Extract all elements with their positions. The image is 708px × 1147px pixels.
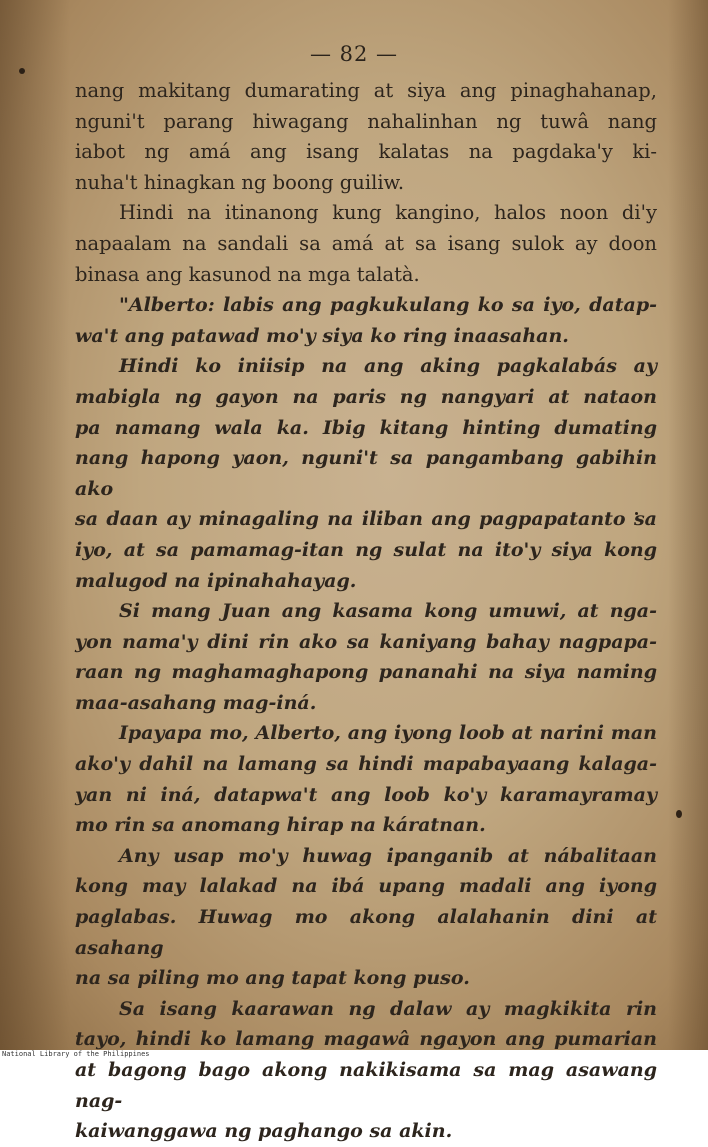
text-line: maa-asahang mag-iná.: [75, 691, 317, 714]
paragraph: [75, 994, 657, 1147]
paragraph: [75, 596, 657, 718]
text-line: tayo, hindi ko lamang magawâ ngayon ang pumarian: [75, 1028, 657, 1051]
text-line: ako'y dahil na lamang sa hindi mapabayaang kalaga-: [75, 753, 657, 776]
footer-credit: National Library of the Philippines: [2, 1050, 150, 1058]
text-line: binasa ang kasunod na mga talatà.: [75, 262, 420, 286]
text-line: nuha't hinagkan ng boong guiliw.: [75, 170, 405, 194]
text-line: pa namang wala ka. Ibig kitang hinting dumating: [75, 416, 657, 439]
text-line: Sa isang kaarawan ng dalaw ay magkikita rin: [119, 997, 657, 1020]
body-text: [75, 76, 657, 1147]
text-line: yon nama'y dini rin ako sa kaniyang bahay nagpapa-: [75, 630, 657, 653]
text-line: kaiwanggawa ng paghango sa akin.: [75, 1120, 453, 1143]
text-line: kong may lalakad na ibá upang madali ang iyong: [75, 875, 657, 898]
text-line: napaalam na sandali sa amá at sa isang sulok ay doon: [75, 231, 657, 255]
text-line: Any usap mo'y huwag ipanganib at nábalitaan: [119, 844, 657, 867]
paragraph: [75, 351, 657, 596]
text-line: iyo, at sa pamamag-itan ng sulat na ito'y siya kong: [75, 538, 657, 561]
text-line: mabigla ng gayon na paris ng nangyari at nataon: [75, 385, 657, 408]
paragraph: [75, 841, 657, 994]
paragraph: [75, 718, 657, 840]
text-line: "Alberto: labis ang pagkukulang ko sa iyo, datap-: [119, 294, 657, 317]
paragraph: [75, 198, 657, 290]
text-line: iabot ng amá ang isang kalatas na pagdaka'y ki-: [75, 140, 657, 164]
ink-speck: [19, 68, 25, 74]
text-line: nang hapong yaon, nguni't sa pangambang gabihin ako: [75, 447, 657, 500]
text-line: nang makitang dumarating at siya ang pinaghahanap,: [75, 79, 657, 102]
text-line: raan ng maghamaghapong pananahi na siya naming: [75, 661, 657, 684]
text-line: na sa piling mo ang tapat kong puso.: [75, 967, 470, 990]
text-line: wa't ang patawad mo'y siya ko ring inaasahan.: [75, 324, 569, 347]
text-line: Si mang Juan ang kasama kong umuwi, at nga-: [119, 600, 657, 623]
text-line: Ipayapa mo, Alberto, ang iyong loob at narini man: [119, 722, 657, 745]
page-number: — 82 —: [309, 42, 399, 66]
text-line: mo rin sa anomang hirap na káratnan.: [75, 814, 486, 837]
text-line: Hindi ko iniisip na ang aking pagkalabás ay: [119, 355, 657, 378]
text-line: malugod na ipinahahayag.: [75, 569, 357, 592]
paragraph: [75, 76, 657, 198]
text-line: at bagong bago akong nakikisama sa mag asawang nag-: [75, 1059, 657, 1112]
text-line: nguni't parang hiwagang nahalinhan ng tuwâ nang: [75, 109, 657, 133]
text-line: yan ni iná, datapwa't ang loob ko'y karamayramay: [75, 783, 657, 806]
text-line: sa daan ay minagaling na iliban ang pagpapatanto sa: [75, 508, 657, 531]
text-line: Hindi na itinanong kung kangino, halos noon di'y: [119, 201, 657, 225]
ink-speck: [676, 810, 682, 818]
paragraph: [75, 290, 657, 351]
text-line: paglabas. Huwag mo akong alalahanin dini at asahang: [75, 906, 657, 959]
